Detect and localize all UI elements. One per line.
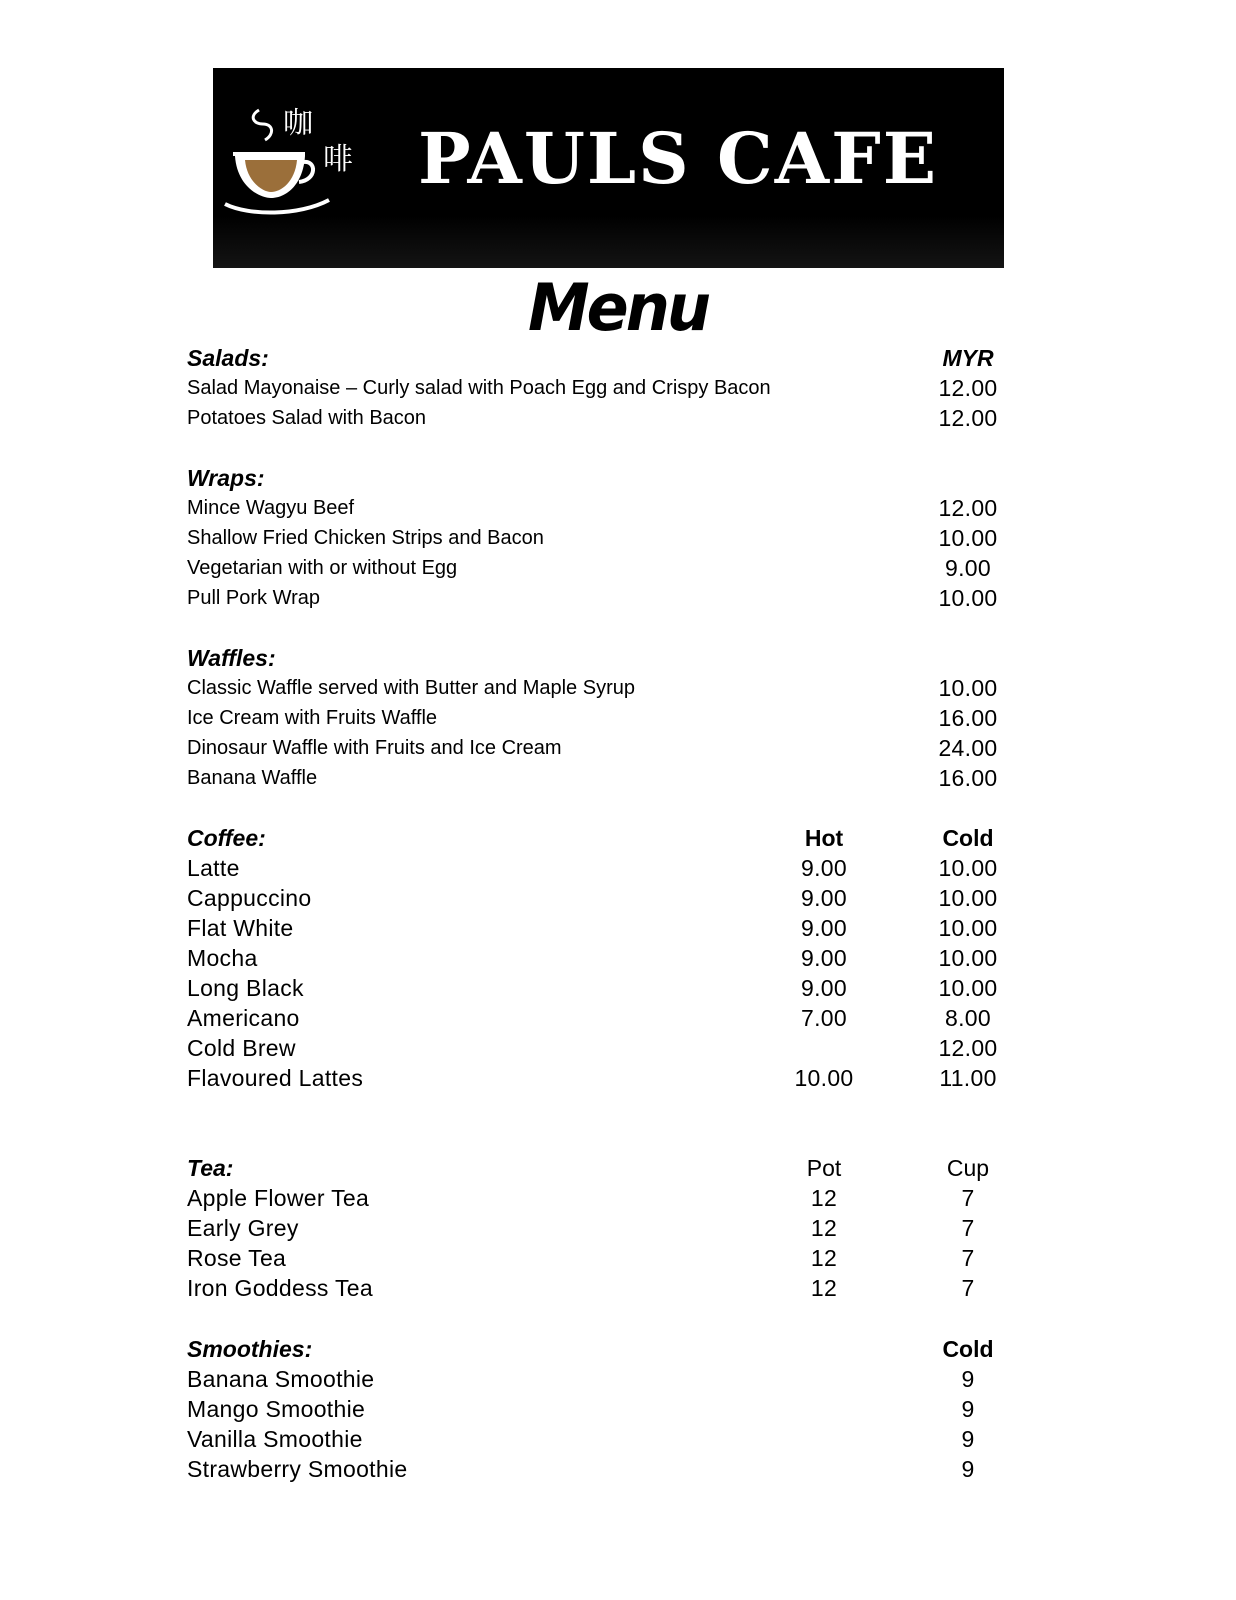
item-name: Cappuccino	[187, 885, 312, 911]
cafe-banner	[213, 68, 1004, 268]
menu-item	[0, 1033, 1236, 1063]
item-price: 16.00	[938, 765, 998, 791]
menu-item	[0, 913, 1236, 943]
item-price-pot: 12	[810, 1215, 838, 1241]
menu-item	[0, 973, 1236, 1003]
menu-item	[0, 1213, 1236, 1243]
item-name: Flat White	[187, 915, 294, 941]
item-name: Mocha	[187, 945, 258, 971]
item-name: Americano	[187, 1005, 300, 1031]
item-price-cold: 11.00	[939, 1065, 997, 1091]
menu-item	[0, 1063, 1236, 1093]
menu-item	[0, 1364, 1236, 1394]
section-header-salads	[0, 343, 1236, 373]
section-title: Salads:	[187, 345, 269, 371]
section-header-smoothies	[0, 1334, 1236, 1364]
menu-item	[0, 1273, 1236, 1303]
item-name: Dinosaur Waffle with Fruits and Ice Cream	[187, 737, 562, 759]
item-price: 24.00	[938, 735, 998, 761]
item-price-cup: 7	[961, 1185, 975, 1211]
item-price: 16.00	[938, 705, 998, 731]
menu-item	[0, 853, 1236, 883]
item-price-hot: 9.00	[801, 975, 847, 1001]
item-name: Mango Smoothie	[187, 1396, 366, 1422]
item-price-pot: 12	[810, 1245, 838, 1271]
item-price-cold: 9	[961, 1426, 975, 1452]
item-price: 12.00	[938, 405, 998, 431]
menu-item	[0, 1424, 1236, 1454]
item-name: Rose Tea	[187, 1245, 287, 1271]
menu-item	[0, 583, 1236, 613]
item-price-cup: 7	[961, 1245, 975, 1271]
menu-item	[0, 733, 1236, 763]
menu-item	[0, 1454, 1236, 1484]
section-header-tea	[0, 1153, 1236, 1183]
section-header-wraps	[0, 463, 1236, 493]
menu-item	[0, 883, 1236, 913]
item-price-cold: 10.00	[938, 885, 998, 911]
column-header-cup: Cup	[946, 1155, 990, 1181]
section-header-coffee	[0, 823, 1236, 853]
item-price-hot: 9.00	[801, 915, 847, 941]
item-price-cold: 10.00	[938, 945, 998, 971]
item-price-cold: 9	[961, 1456, 975, 1482]
menu-item	[0, 373, 1236, 403]
menu-item	[0, 523, 1236, 553]
brand-name: PAULS CAFE	[418, 117, 939, 200]
item-name: Banana Smoothie	[187, 1366, 375, 1392]
item-price-cold: 12.00	[938, 1035, 998, 1061]
item-price-cup: 7	[961, 1215, 975, 1241]
item-price-hot: 10.00	[794, 1065, 854, 1091]
item-price-cold: 10.00	[938, 855, 998, 881]
menu-title: Menu	[527, 269, 709, 346]
menu-item	[0, 1003, 1236, 1033]
item-name: Shallow Fried Chicken Strips and Bacon	[187, 527, 544, 549]
logo-chinese-char-2: 啡	[323, 142, 355, 177]
item-name: Salad Mayonaise – Curly salad with Poach Egg and Crispy Bacon	[187, 377, 771, 399]
menu-item	[0, 1243, 1236, 1273]
item-price-hot: 9.00	[801, 945, 847, 971]
item-name: Cold Brew	[187, 1035, 296, 1061]
item-name: Vanilla Smoothie	[187, 1426, 363, 1452]
section-title: Wraps:	[187, 465, 265, 491]
item-price-hot: 7.00	[801, 1005, 847, 1031]
item-price-pot: 12	[810, 1275, 838, 1301]
item-name: Long Black	[187, 975, 304, 1001]
section-header-waffles	[0, 643, 1236, 673]
item-name: Pull Pork Wrap	[187, 587, 321, 609]
column-header-cold: Cold	[942, 825, 994, 851]
column-header-hot: Hot	[804, 825, 844, 851]
item-price-pot: 12	[810, 1185, 838, 1211]
menu-item	[0, 1394, 1236, 1424]
item-name: Strawberry Smoothie	[187, 1456, 408, 1482]
menu-item	[0, 673, 1236, 703]
section-title: Waffles:	[187, 645, 276, 671]
section-title: Smoothies:	[187, 1336, 313, 1362]
item-name: Flavoured Lattes	[187, 1065, 364, 1091]
item-price-cold: 9	[961, 1366, 975, 1392]
item-price-cold: 10.00	[938, 915, 998, 941]
item-name: Early Grey	[187, 1215, 299, 1241]
menu-item	[0, 403, 1236, 433]
item-price-hot: 9.00	[801, 885, 847, 911]
item-price: 10.00	[938, 585, 998, 611]
item-name: Latte	[187, 855, 240, 881]
item-name: Classic Waffle served with Butter and Maple Syrup	[187, 677, 635, 699]
item-price-cup: 7	[961, 1275, 975, 1301]
price-header: MYR	[942, 345, 994, 371]
menu-item	[0, 1183, 1236, 1213]
section-title: Coffee:	[187, 825, 266, 851]
item-price-cold: 9	[961, 1396, 975, 1422]
column-header-cold: Cold	[942, 1336, 994, 1362]
item-name: Apple Flower Tea	[187, 1185, 370, 1211]
item-name: Potatoes Salad with Bacon	[187, 407, 427, 429]
menu-item	[0, 703, 1236, 733]
item-price-hot: 9.00	[801, 855, 847, 881]
logo-chinese-char-1: 咖	[283, 106, 315, 141]
item-name: Ice Cream with Fruits Waffle	[187, 707, 438, 729]
item-price: 10.00	[938, 675, 998, 701]
item-price: 12.00	[938, 495, 998, 521]
menu-item	[0, 943, 1236, 973]
item-name: Vegetarian with or without Egg	[187, 557, 458, 579]
item-name: Banana Waffle	[187, 767, 318, 789]
item-price: 9.00	[945, 555, 991, 581]
section-title: Tea:	[187, 1155, 234, 1181]
item-price-cold: 10.00	[938, 975, 998, 1001]
menu-item	[0, 763, 1236, 793]
item-price: 12.00	[938, 375, 998, 401]
item-price: 10.00	[938, 525, 998, 551]
menu-item	[0, 553, 1236, 583]
item-name: Mince Wagyu Beef	[187, 497, 355, 519]
item-price-cold: 8.00	[945, 1005, 991, 1031]
item-name: Iron Goddess Tea	[187, 1275, 373, 1301]
column-header-pot: Pot	[806, 1155, 842, 1181]
menu-item	[0, 493, 1236, 523]
